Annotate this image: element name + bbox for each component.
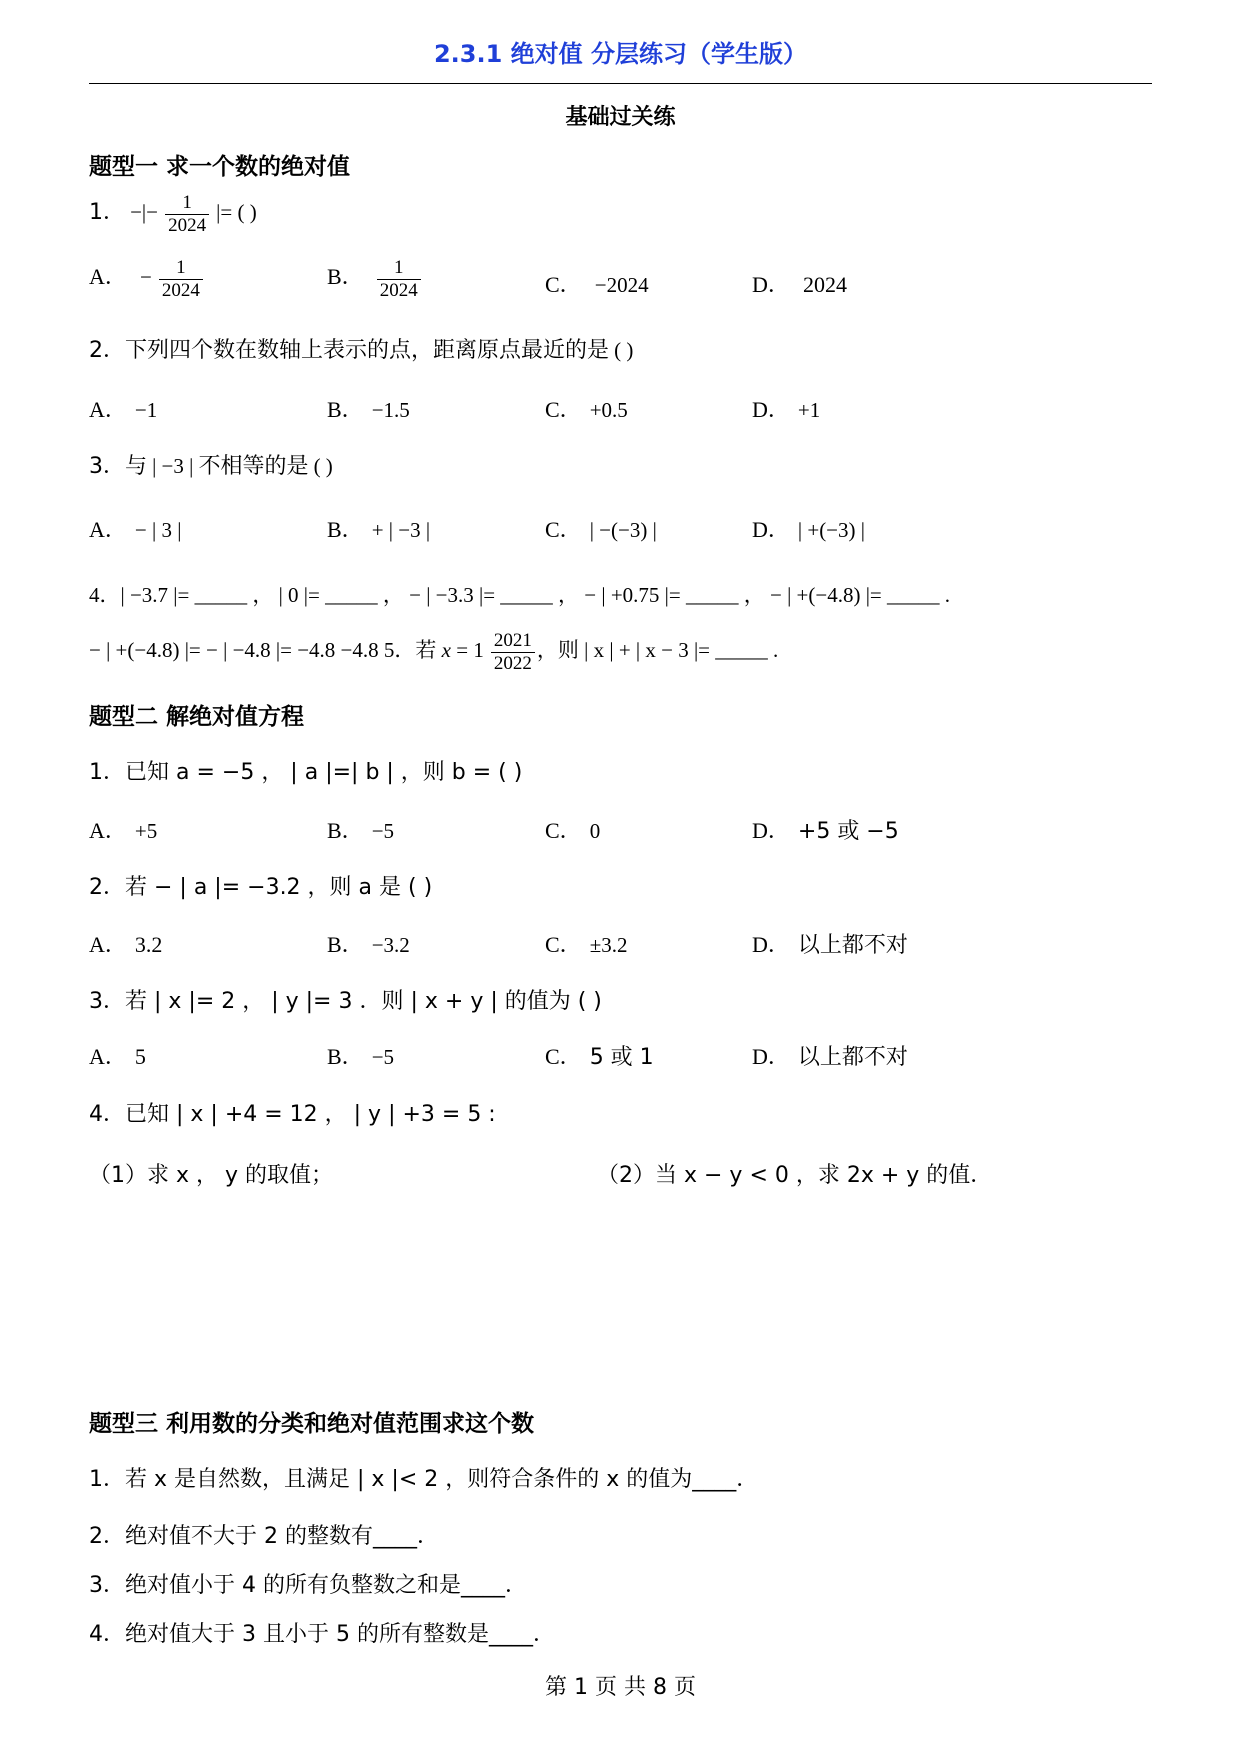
question-expr: | −3 | [152, 454, 194, 478]
option-value: +5 [134, 819, 158, 843]
option-b[interactable] [327, 393, 410, 424]
q-expr-suffix: |= ( ) [216, 199, 257, 224]
type3-q3: 3．绝对值小于 4 的所有负整数之和是____． [89, 1573, 527, 1598]
option-b[interactable] [327, 257, 423, 302]
option-label: A． [89, 263, 127, 289]
fraction [377, 257, 421, 302]
option-value: 0 [589, 819, 601, 843]
option-value: −5 [371, 819, 395, 843]
option-label: B． [327, 818, 364, 843]
q5-eq: = 1 [450, 637, 484, 662]
type2-q4: 4．已知 | x | +4 = 12 ， | y | +3 = 5 : [89, 1102, 496, 1127]
type1-q5 [89, 630, 778, 675]
answer-paren: ( ) [313, 454, 333, 478]
option-b[interactable] [327, 814, 394, 845]
option-d[interactable] [752, 393, 820, 424]
type1-q1 [89, 192, 257, 237]
option-value: 5 [134, 1044, 146, 1069]
option-value: −1.5 [371, 398, 410, 422]
option-a[interactable] [89, 928, 162, 959]
question-text: 2．下列四个数在数轴上表示的点，距离原点最近的是 [89, 338, 609, 363]
option-label: A． [89, 818, 127, 843]
type2-heading: 题型二 解绝对值方程 [89, 704, 305, 730]
option-label: B． [327, 517, 364, 542]
option-value: ±3.2 [589, 933, 628, 957]
option-value: −5 [371, 1045, 395, 1069]
option-a[interactable] [89, 393, 157, 424]
fraction-denominator: 2024 [377, 279, 421, 302]
fraction [159, 257, 203, 302]
q5-suffix: ，则 | x | + | x − 3 |= _____ . [536, 637, 779, 662]
option-c[interactable] [545, 393, 628, 424]
option-c[interactable] [545, 268, 649, 299]
fraction-denominator: 2022 [491, 652, 535, 675]
option-value: | +(−3) | [797, 518, 865, 542]
option-label: C． [545, 517, 582, 542]
option-d[interactable] [752, 513, 865, 544]
question-text: 不相等的是 [198, 454, 309, 479]
option-label: D． [752, 932, 790, 957]
option-label: C． [545, 272, 582, 297]
question-text: 3．与 [89, 454, 147, 479]
document-title: 2.3.1 绝对值 分层练习（学生版） [433, 40, 808, 68]
option-b[interactable] [327, 1040, 394, 1071]
type3-q2: 2．绝对值不大于 2 的整数有____． [89, 1524, 439, 1549]
option-d[interactable] [752, 814, 899, 845]
option-label: B． [327, 932, 364, 957]
option-value: +5 或 −5 [797, 819, 899, 844]
option-label: B． [327, 397, 364, 422]
type2-q4-part1: （1）求 x ， y 的取值； [89, 1163, 334, 1188]
option-a[interactable] [89, 1040, 146, 1071]
option-label: D． [752, 818, 790, 843]
option-label: A． [89, 397, 127, 422]
option-sign: − [139, 264, 152, 289]
option-label: C． [545, 1044, 582, 1069]
option-c[interactable] [545, 1040, 654, 1071]
option-label: D． [752, 397, 790, 422]
option-value: −3.2 [371, 933, 410, 957]
option-d[interactable] [752, 268, 847, 299]
option-d[interactable] [752, 928, 908, 959]
option-value: 2024 [802, 272, 847, 297]
option-label: D． [752, 517, 790, 542]
q-expr-prefix: −|− [130, 199, 158, 224]
type2-q2: 2．若 − | a |= −3.2 ，则 a 是 ( ) [89, 875, 433, 900]
type2-q1: 1．已知 a = −5 ， | a |=| b | ，则 b = ( ) [89, 760, 523, 785]
option-d[interactable] [752, 1040, 908, 1071]
option-b[interactable] [327, 928, 410, 959]
option-label: C． [545, 932, 582, 957]
option-b[interactable] [327, 513, 430, 544]
fraction-denominator: 2024 [165, 214, 209, 237]
fraction-numerator: 1 [176, 257, 186, 278]
option-value: 5 或 1 [589, 1045, 654, 1070]
option-value: | −(−3) | [589, 518, 657, 542]
fraction-numerator: 1 [182, 192, 192, 213]
type3-q4: 4．绝对值大于 3 且小于 5 的所有整数是____． [89, 1622, 555, 1647]
option-value: − | 3 | [134, 518, 182, 542]
type2-q3: 3．若 | x |= 2 ， | y |= 3 ．则 | x + y | 的值为 ( ) [89, 989, 602, 1014]
type2-q4-part2: （2）当 x − y < 0 ，求 2x + y 的值． [597, 1163, 993, 1188]
option-value: +0.5 [589, 398, 628, 422]
option-label: D． [752, 272, 790, 297]
option-label: D． [752, 1044, 790, 1069]
option-c[interactable] [545, 513, 657, 544]
option-value: −1 [134, 398, 158, 422]
type1-q2 [89, 333, 633, 364]
option-label: C． [545, 818, 582, 843]
option-a[interactable] [89, 257, 205, 302]
option-label: A． [89, 1044, 127, 1069]
option-value: 以上都不对 [797, 933, 908, 958]
q5-prefix: − | +(−4.8) |= − | −4.8 |= −4.8 −4.8 5．若 [89, 637, 442, 662]
page-footer: 第 1 页 共 8 页 [545, 1675, 696, 1700]
option-value: + | −3 | [371, 518, 431, 542]
type1-q4: 4．| −3.7 |= _____ ， | 0 |= _____ ， − | −3.3 |= _____ ， − | +0.75 |= _____ ， − | +(−4.8) |= _____ . [89, 583, 950, 607]
q5-var: x [441, 637, 451, 662]
fraction-denominator: 2024 [159, 279, 203, 302]
option-value: +1 [797, 398, 821, 422]
option-label: B． [327, 1044, 364, 1069]
header-rule [89, 83, 1152, 84]
option-label: C． [545, 397, 582, 422]
option-label: A． [89, 517, 127, 542]
option-label: A． [89, 932, 127, 957]
type3-q1: 1．若 x 是自然数，且满足 | x |< 2 ，则符合条件的 x 的值为____． [89, 1467, 759, 1492]
fraction-numerator: 2021 [493, 630, 532, 651]
fraction [491, 630, 535, 675]
option-label: B． [327, 263, 364, 289]
option-c[interactable] [545, 928, 627, 959]
option-a[interactable] [89, 513, 181, 544]
answer-paren: ( ) [614, 338, 634, 362]
option-value: −2024 [594, 273, 649, 297]
option-c[interactable] [545, 814, 600, 845]
fraction [165, 192, 209, 237]
type1-q3 [89, 449, 333, 480]
q-number: 1． [89, 199, 125, 225]
type3-heading: 题型三 利用数的分类和绝对值范围求这个数 [89, 1411, 535, 1437]
type1-heading: 题型一 求一个数的绝对值 [89, 154, 351, 180]
section-title: 基础过关练 [565, 105, 676, 130]
option-value: 以上都不对 [797, 1045, 908, 1070]
fraction-numerator: 1 [394, 257, 404, 278]
option-a[interactable] [89, 814, 157, 845]
option-value: 3.2 [134, 932, 163, 957]
